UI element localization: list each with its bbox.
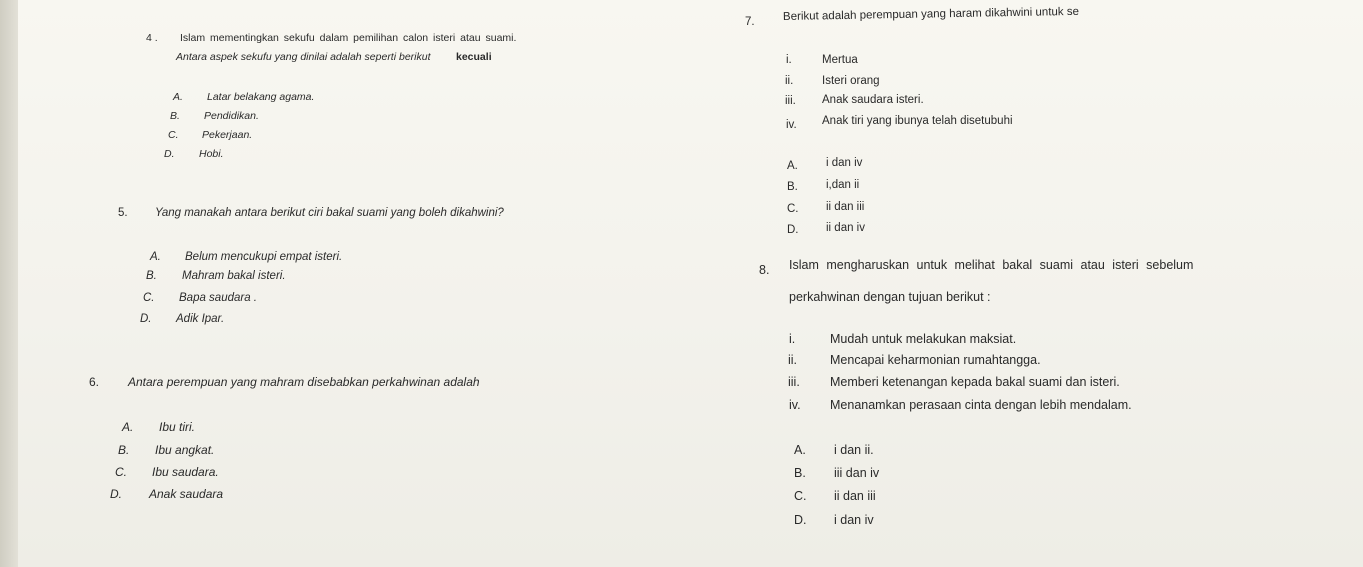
question-4-number: 4 . [146,32,158,44]
q7-statement-iv: Anak tiri yang ibunya telah disetubuhi [822,115,1013,127]
q7-option-a[interactable]: i dan iv [826,157,863,169]
question-5-number: 5. [118,207,128,219]
q6-option-a-label: A. [122,420,134,434]
q7-option-c-label: C. [787,203,799,215]
q4-option-d-label: D. [164,148,175,160]
q7-option-b[interactable]: i,dan ii [826,179,860,191]
question-8-text-cont: perkahwinan dengan tujuan berikut : [789,290,991,304]
q7-statement-iii: Anak saudara isteri. [822,94,924,106]
q7-option-a-label: A. [787,160,798,172]
q8-option-c-label: C. [794,489,807,503]
q5-option-a[interactable]: Belum mencukupi empat isteri. [185,251,343,263]
question-4-text: Islam mementingkan sekufu dalam pemilihan calon isteri atau suami. [180,32,517,44]
question-4-keyword: kecuali [456,51,492,63]
q6-option-b[interactable]: Ibu angkat. [155,443,215,457]
q7-option-c[interactable]: ii dan iii [826,201,865,213]
q8-statement-iii-label: iii. [788,375,800,389]
q6-option-c[interactable]: Ibu saudara. [152,465,219,479]
question-6-number: 6. [89,375,100,389]
q4-option-d[interactable]: Hobi. [199,148,224,160]
q7-option-d[interactable]: ii dan iv [826,222,865,234]
q4-option-a-label: A. [173,91,183,103]
q5-option-d-label: D. [140,313,152,325]
q8-option-b-label: B. [794,466,806,480]
q8-option-a-label: A. [794,443,806,457]
q7-statement-i: Mertua [822,54,858,66]
q5-option-d[interactable]: Adik Ipar. [176,313,225,325]
q8-statement-i-label: i. [789,332,796,346]
q4-option-b[interactable]: Pendidikan. [204,110,259,122]
question-7-text: Berikut adalah perempuan yang haram dikahwini untuk se [782,5,1080,23]
q6-option-d-label: D. [110,487,122,501]
q4-option-b-label: B. [170,110,180,122]
q5-option-b[interactable]: Mahram bakal isteri. [182,270,286,282]
question-8-text: Islam mengharuskan untuk melihat bakal suami atau isteri sebelum [789,258,1194,272]
q8-statement-i: Mudah untuk melakukan maksiat. [830,332,1017,346]
q6-option-d[interactable]: Anak saudara [149,487,224,501]
q7-statement-iv-label: iv. [786,119,797,131]
q8-statement-ii: Mencapai keharmonian rumahtangga. [830,353,1041,367]
q5-option-a-label: A. [150,251,161,263]
q5-option-c-label: C. [143,292,155,304]
question-6-text: Antara perempuan yang mahram disebabkan perkahwinan adalah [128,375,480,389]
q7-statement-i-label: i. [786,54,792,66]
q7-statement-iii-label: iii. [785,95,796,107]
q7-option-d-label: D. [787,224,799,236]
q8-option-a[interactable]: i dan ii. [834,443,874,457]
q7-statement-ii-label: ii. [785,75,794,87]
q8-option-b[interactable]: iii dan iv [834,466,880,480]
q5-option-c[interactable]: Bapa saudara . [179,292,258,304]
q8-statement-iv: Menanamkan perasaan cinta dengan lebih mendalam. [830,398,1132,412]
q6-option-b-label: B. [118,443,130,457]
q8-statement-iii: Memberi ketenangan kepada bakal suami dan isteri. [830,375,1120,389]
q6-option-a[interactable]: Ibu tiri. [159,420,196,434]
question-8-number: 8. [759,263,770,277]
q7-statement-ii: Isteri orang [822,75,880,87]
q5-option-b-label: B. [146,270,157,282]
question-7-number: 7. [745,16,755,28]
exam-paper [18,0,1363,567]
q7-option-b-label: B. [787,181,798,193]
q8-statement-ii-label: ii. [788,353,798,367]
q6-option-c-label: C. [115,465,127,479]
q8-option-c[interactable]: ii dan iii [834,489,876,503]
q4-option-c[interactable]: Pekerjaan. [202,129,253,141]
q8-statement-iv-label: iv. [789,398,801,412]
q4-option-c-label: C. [168,129,179,141]
q4-option-a[interactable]: Latar belakang agama. [207,91,315,103]
q8-option-d-label: D. [794,513,807,527]
question-4-subtext: Antara aspek sekufu yang dinilai adalah seperti berikut [176,51,431,63]
question-5-text: Yang manakah antara berikut ciri bakal suami yang boleh dikahwini? [155,207,504,219]
q8-option-d[interactable]: i dan iv [834,513,874,527]
